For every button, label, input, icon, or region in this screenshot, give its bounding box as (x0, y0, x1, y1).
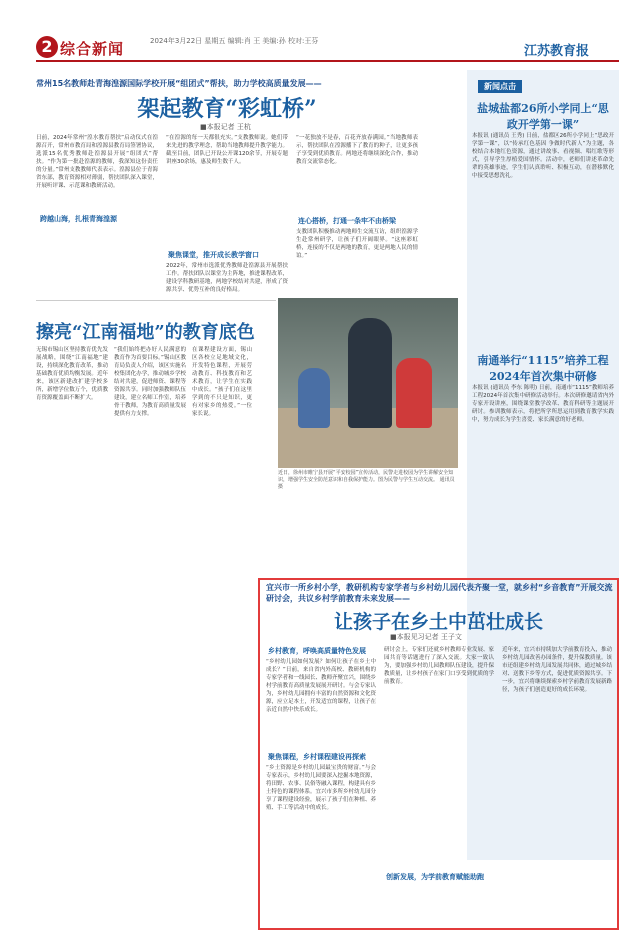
page-number: 2 (36, 36, 58, 58)
article1-kicker: 常州15名教师赴青海湟源国际学校开展“组团式”帮扶，助力学校高质量发展—— (36, 79, 322, 88)
article2-body-a: 无锡市锡山区坚持教育优先发展战略，围绕“江南福地”建设，持续深化教育改革，推动基础教育优质均衡发展。近年来，该区新建改扩建学校多所，新增学位数万个，优质教育资源覆盖面不断扩大。 (36, 347, 108, 401)
article3-subhead-3: 创新发展，为学前教育赋能助跑 (386, 873, 484, 881)
article2-title: 擦亮“江南福地”的教育底色 (36, 322, 255, 343)
article1-body-b: “在湟源的每一天都很充实。”支教教师说。她们带来先进的教学理念，帮助当地教师提升教学能力。截至目前，团队已开设公开课120余节，开展专题讲座30余场，惠及师生数千人。 (166, 135, 288, 165)
issue-meta: 2024年3月22日 星期五 编辑:肖 王 美编:孙 校对:王芬 (150, 37, 319, 45)
article1-subhead-2: 聚焦课堂，推开成长教学窗口 (168, 251, 259, 259)
sidebar-item1-title: 盐城盐都26所小学同上“思政开学第一课” (477, 102, 609, 131)
photo-person-student (298, 368, 330, 428)
article3-subhead-2: 聚焦课程，乡村课程建设再探索 (268, 753, 366, 761)
news-photo (278, 298, 458, 468)
sidebar-item2-title: 南通举行“1115”培养工程2024年首次集中研修 (477, 354, 609, 383)
article1-body-c: 2022年，常州市选派优秀教师赴湟源县开展帮扶工作。帮扶团队以课堂为主阵地，推进课程改革，建设学科教研基地，两地学校结对共建，形成了资源共享、优势互补的良好格局。 (166, 263, 288, 293)
article3-subhead-1: 乡村教育，呼唤高质量特色发展 (268, 647, 366, 655)
article1-title: 架起教育“彩虹桥” (137, 96, 317, 122)
article3-body-c: 研讨会上，专家们还就乡村教师专业发展、家园共育等话题进行了深入交流。大家一致认为，要加强乡村幼儿园教师队伍建设，提升保教质量，让乡村孩子在家门口享受到优质的学前教育。 (384, 647, 494, 685)
photo-person-officer (348, 318, 392, 428)
article1-byline: ■本报记者 王杭 (200, 123, 251, 131)
sidebar-item1-body: 本报讯 (通讯员 王秀) 日前，盐都区26所小学同上“思政开学第一课”，以“传承红色基因 争做时代新人”为主题，各校结合本地红色资源，通过讲故事、看视频、唱红歌等形式，引导学生厚植爱国情怀。活动中，老师们讲述革命先辈的英雄事迹，学生们认真聆听、积极互动，在潜移默化中接受思想洗礼。 (472, 133, 614, 179)
photo-person-child (396, 358, 432, 428)
article3-body-b: “乡土资源是乡村幼儿园最宝贵的财富。”与会专家表示，乡村幼儿园要深入挖掘本地资源，将田野、农事、民俗等融入课程，构建具有乡土特色的课程体系。宜兴市多所乡村幼儿园分享了课程建设经验，展示了孩子们在种植、养殖、手工等活动中的成长。 (266, 765, 376, 811)
article3-kicker: 宜兴市一所乡村小学，教研机构专家学者与乡村幼儿园代表齐聚一堂，就乡村“乡音教育”开展交流研讨会，共议乡村学前教育未来发展—— (266, 583, 613, 603)
photo-caption: 近日，徐州市睢宁县开展“平安校园”宣传活动，民警走进校园为学生讲解安全知识，增强学生安全防范意识和自我保护能力。图为民警与学生互动交流。 通讯员 摄 (278, 470, 455, 490)
article3-body-a: “乡村幼儿园如何发展？如何让孩子在乡土中成长？”日前，来自省内外高校、教研机构的专家学者和一线园长、教师齐聚宜兴，围绕乡村学前教育高质量发展展开研讨。与会专家认为，乡村幼儿园拥有丰富的自然资源和文化资源，应立足本土，开发适宜的课程，让孩子在亲近自然中快乐成长。 (266, 659, 376, 713)
section-title: 综合新闻 (60, 40, 125, 58)
article1-body-e: 支教团队积极推动两地师生交流互访，组织湟源学生赴常州研学，让孩子们开阔眼界。“这座彩虹桥，连接的不仅是两地的教育，更是两地人民的情谊。” (296, 229, 418, 259)
article3-title: 让孩子在乡土中茁壮成长 (333, 611, 543, 633)
page-header (0, 0, 623, 60)
article3-body-d: 近年来，宜兴市持续加大学前教育投入，推动乡村幼儿园改善办园条件，提升保教质量。该市还组建乡村幼儿园发展共同体，通过城乡结对、送教下乡等方式，促进优质资源共享。下一步，宜兴将继续探索乡村学前教育发展新路径，为孩子们创造更好的成长环境。 (502, 647, 612, 693)
sidebar-tag: 新闻点击 (478, 80, 522, 93)
article3-byline: ■本报见习记者 王子文 (390, 633, 462, 641)
article1-body-a: 日前，2024年常州“湟水教育帮扶”启动仪式在湟源召开，常州市教育局和湟源县教育局签署协议，选派15名优秀教师赴湟源县开展“组团式”帮扶。“作为第一批赴湟源的教师，我深知这份责任的分量。”常州支教教师代表表示。湟源县位于青海省东部，教育资源相对薄弱，帮扶团队深入课堂，开展听评课、示范课和教研活动。 (36, 135, 158, 189)
article1-body-d: “一花独放不是春，百花齐放春满园。”当地教师表示，帮扶团队在湟源播下了教育的种子，让更多孩子享受到优质教育。两地还将继续深化合作，推动教育交流常态化。 (296, 135, 418, 165)
header-rule (36, 60, 619, 62)
article1-subhead-3: 连心搭桥，打通一条牢不由桥梁 (298, 217, 396, 225)
sidebar-item2-body: 本报讯 (通讯员 李东 陈明) 日前，南通市“1115”教师培养工程2024年首次集中研修活动举行。本次研修邀请省内外专家开设讲座，围绕课堂教学改革、教育科研等主题展开研讨。参训教师表示，将把所学所思运用到教育教学实践中，努力成长为学生喜爱、家长满意的好老师。 (472, 385, 614, 423)
article2-body-c: 在课程建设方面，锡山区各校立足地域文化，开发特色课程，开展劳动教育、科技教育和艺术教育，让学生在实践中成长。“孩子们在这里学到的不只是知识，更有对家乡的热爱。”一位家长说。 (192, 347, 252, 417)
article1-subhead-1: 跨越山海，扎根青海湟源 (40, 215, 117, 223)
article2-body-b: “我们始终把办好人民满意的教育作为首要目标。”锡山区教育局负责人介绍，该区实施名校集团化办学，推动城乡学校结对共建，促进师资、课程等资源共享。同时加强教师队伍建设，建立名师工作室，培养骨干教师，为教育高质量发展提供有力支撑。 (114, 347, 186, 417)
section-divider (36, 300, 276, 301)
masthead-brand: 江苏教育报 (524, 44, 590, 59)
